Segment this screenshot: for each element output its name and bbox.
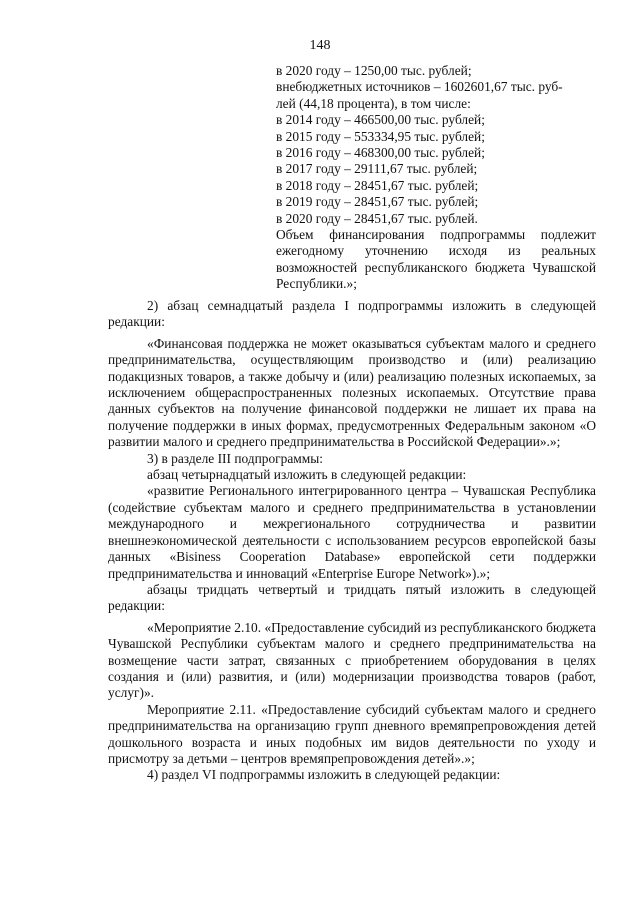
paragraph: абзац четырнадцатый изложить в следующей редакции: (147, 467, 467, 483)
paragraph: «развитие Регионального интегрированного центра – Чувашская Республика (содействие субъектам малого и среднего предпринимательства в установлении международного и межрегионального сотрудничества и развитии внешнеэкономической деятельности с использованием ресурсов европейской базы данных «Bisiness Cooperation Database» европейской сети поддержки предпринимательства и инноваций «Enterprise Europe Network»).»; (108, 483, 596, 581)
funding-note: Объем финансирования подпрограммы подлежит ежегодному уточнению исходя из реальных возможностей республиканского бюджета Чувашской Республики.»; (276, 227, 596, 292)
funding-line: в 2019 году – 28451,67 тыс. рублей; (276, 194, 479, 210)
funding-line: в 2020 году – 28451,67 тыс. рублей. (276, 210, 478, 226)
funding-line: в 2018 году – 28451,67 тыс. рублей; (276, 177, 479, 193)
paragraph: 4) раздел VI подпрограммы изложить в следующей редакции: (147, 767, 501, 783)
funding-line: в 2020 году – 1250,00 тыс. рублей; (276, 63, 472, 78)
paragraph: «Мероприятие 2.10. «Предоставление субсидий из республиканского бюджета Чувашской Республики субъектам малого и среднего предпринимательства на возмещение части затрат, связанных с приобретением оборудования в целях создания и (или) развития, и (или) модернизации производства товаров (работ, услуг)». (108, 619, 596, 701)
main-text (108, 298, 596, 784)
funding-line: в 2015 году – 553334,95 тыс. рублей; (276, 128, 485, 144)
funding-line: в 2017 году – 29111,67 тыс. рублей; (276, 161, 478, 177)
paragraph: «Финансовая поддержка не может оказываться субъектам малого и среднего предпринимательства, осуществляющим производство и (или) реализацию подакцизных товаров, а также добычу и (или) реализацию полезных ископаемых, за исключением общераспространенных полезных ископаемых. Отсутствие права данных субъектов на получение финансовой поддержки не лишает их права на получение поддержки в иных формах, предусмотренных Федеральным законом «О развитии малого и среднего предпринимательства в Российской Федерации».»; (108, 335, 596, 450)
paragraph: 2) абзац семнадцатый раздела I подпрограммы изложить в следующей редакции: (108, 298, 596, 330)
page-number: 148 (309, 38, 331, 53)
funding-line: в 2014 году – 466500,00 тыс. рублей; (276, 112, 485, 128)
funding-line: внебюджетных источников – 1602601,67 тыс. руб- (276, 79, 563, 95)
funding-line: лей (44,18 процента), в том числе: (276, 95, 471, 111)
paragraph: Мероприятие 2.11. «Предоставление субсидий субъектам малого и среднего предпринимательства на организацию групп дневного времяпрепровождения детей дошкольного возраста и иных подобных им видов деятельности по уходу и присмотру за детьми – центров времяпрепровождения детей».»; (108, 701, 596, 766)
paragraph: абзацы тридцать четвертый и тридцать пятый изложить в следующей редакции: (108, 581, 596, 614)
paragraph: 3) в разделе III подпрограммы: (147, 450, 323, 466)
funding-line: в 2016 году – 468300,00 тыс. рублей; (276, 145, 485, 161)
funding-block (276, 63, 596, 293)
